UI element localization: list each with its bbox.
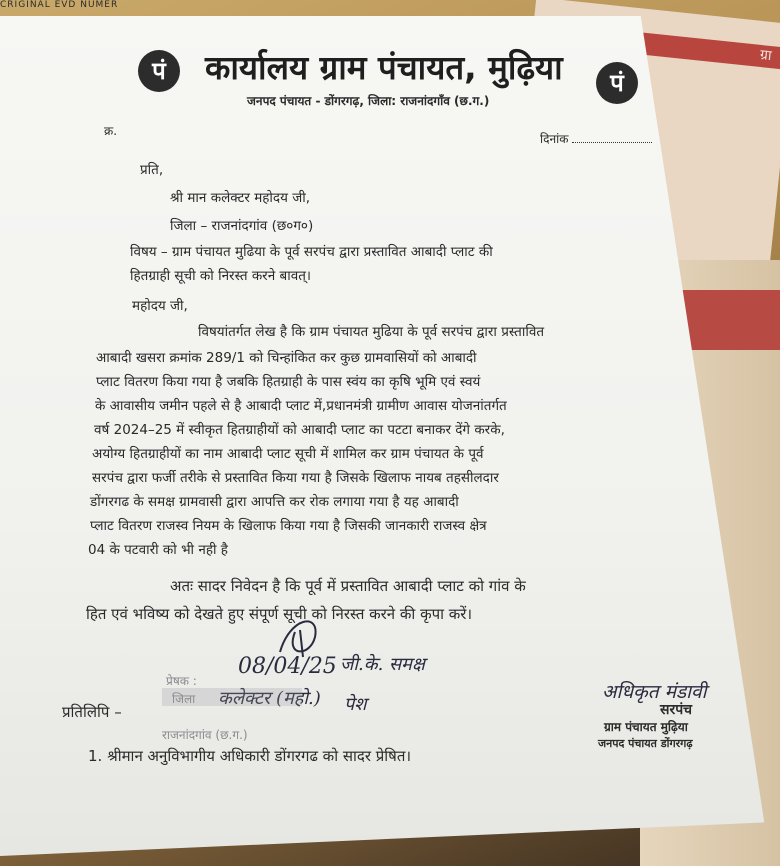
reference-label: क्र. bbox=[104, 124, 118, 138]
handwritten-note-1: जी.के. समक्ष bbox=[340, 654, 425, 675]
addressee-line: श्री मान कलेक्टर महोदय जी, bbox=[170, 190, 311, 206]
salutation: महोदय जी, bbox=[132, 298, 188, 314]
underlying-sheet-text: ग्रा bbox=[759, 46, 773, 65]
stamp-mid-text: जिला bbox=[172, 692, 196, 706]
signature-line-2: जनपद पंचायत डोंगरगढ़ bbox=[598, 737, 693, 750]
handwritten-note-2: कलेक्टर (महो.) bbox=[218, 688, 321, 709]
letterhead-title: कार्यालय ग्राम पंचायत, मुढ़िया bbox=[205, 48, 563, 87]
date-label: दिनांक bbox=[540, 132, 569, 146]
copy-label: प्रतिलिपि – bbox=[62, 703, 122, 721]
request-line-2: हित एवं भविष्य को देखते हुए संपूर्ण सूची को निरस्त करने की कृपा करें। bbox=[86, 605, 473, 623]
body-line: आबादी खसरा क्रमांक 289/1 को चिन्हांकित कर कुछ ग्रामवासियों को आबादी bbox=[96, 350, 477, 366]
handwritten-note-3: पेश bbox=[344, 694, 367, 715]
body-line: प्लाट वितरण किया गया है जबकि हितग्राही के पास स्वंय का कृषि भूमि एवं स्वयं bbox=[96, 374, 481, 390]
prati-line: प्रति, bbox=[140, 162, 164, 178]
sarpanch-signature: अधिकृत मंडावी bbox=[602, 681, 707, 703]
body-line: डोंगरगढ के समक्ष ग्रामवासी द्वारा आपत्ति कर रोक लगाया गया है यह आबादी bbox=[90, 494, 459, 510]
date-blank bbox=[572, 132, 652, 143]
signature-line-1: ग्राम पंचायत मुढ़िया bbox=[604, 720, 688, 734]
body-line: वर्ष 2024–25 में स्वीकृत हितग्राहीयों को आबादी प्लाट का पटटा बनाकर देंगे करके, bbox=[94, 422, 505, 438]
panchayat-logo-right-icon: पं bbox=[596, 62, 638, 104]
body-line: सरपंच द्वारा फर्जी तरीके से प्रस्तावित किया गया है जिसके खिलाफ नायब तहसीलदार bbox=[92, 470, 499, 486]
stamp-bottom-text: राजनांदगांव (छ.ग.) bbox=[162, 728, 248, 742]
stamp-top-text: प्रेषक : bbox=[166, 674, 197, 688]
copy-item-1: 1. श्रीमान अनुविभागीय अधिकारी डोंगरगढ को सादर प्रेषित। bbox=[88, 747, 412, 765]
request-line-1: अतः सादर निवेदन है कि पूर्व में प्रस्तावित आबादी प्लाट को गांव के bbox=[170, 577, 526, 595]
top-strip-text: CRIGINAL EVD NUMER bbox=[0, 0, 119, 10]
subject-line-2: हितग्राही सूची को निरस्त करने बावत्। bbox=[130, 268, 312, 284]
date-field bbox=[540, 130, 652, 147]
handwritten-date: 08/04/25 bbox=[238, 654, 337, 679]
panchayat-logo-left-icon: पं bbox=[138, 50, 180, 92]
district-line: जिला – राजनांदगांव (छ०ग०) bbox=[170, 218, 314, 234]
letterhead-subtitle: जनपद पंचायत - डोंगरगढ़, जिला: राजनांदगाँव (छ.ग.) bbox=[247, 94, 490, 108]
body-line: प्लाट वितरण राजस्व नियम के खिलाफ किया गया है जिसकी जानकारी राजस्व क्षेत्र bbox=[90, 518, 487, 534]
body-line: अयोग्य हितग्राहीयों का नाम आबादी प्लाट सूची में शामिल कर ग्राम पंचायत के पूर्व bbox=[92, 446, 484, 462]
subject-line-1: विषय – ग्राम पंचायत मुढिया के पूर्व सरपंच द्वारा प्रस्तावित आबादी प्लाट की bbox=[130, 244, 493, 260]
body-line: 04 के पटवारी को भी नही है bbox=[88, 542, 228, 558]
body-line: विषयांतर्गत लेख है कि ग्राम पंचायत मुढिया के पूर्व सरपंच द्वारा प्रस्तावित bbox=[198, 324, 545, 340]
body-line: के आवासीय जमीन पहले से है आबादी प्लाट में,प्रधानमंत्री ग्रामीण आवास योजनांतर्गत bbox=[95, 398, 507, 414]
signature-role: सरपंच bbox=[660, 702, 693, 718]
